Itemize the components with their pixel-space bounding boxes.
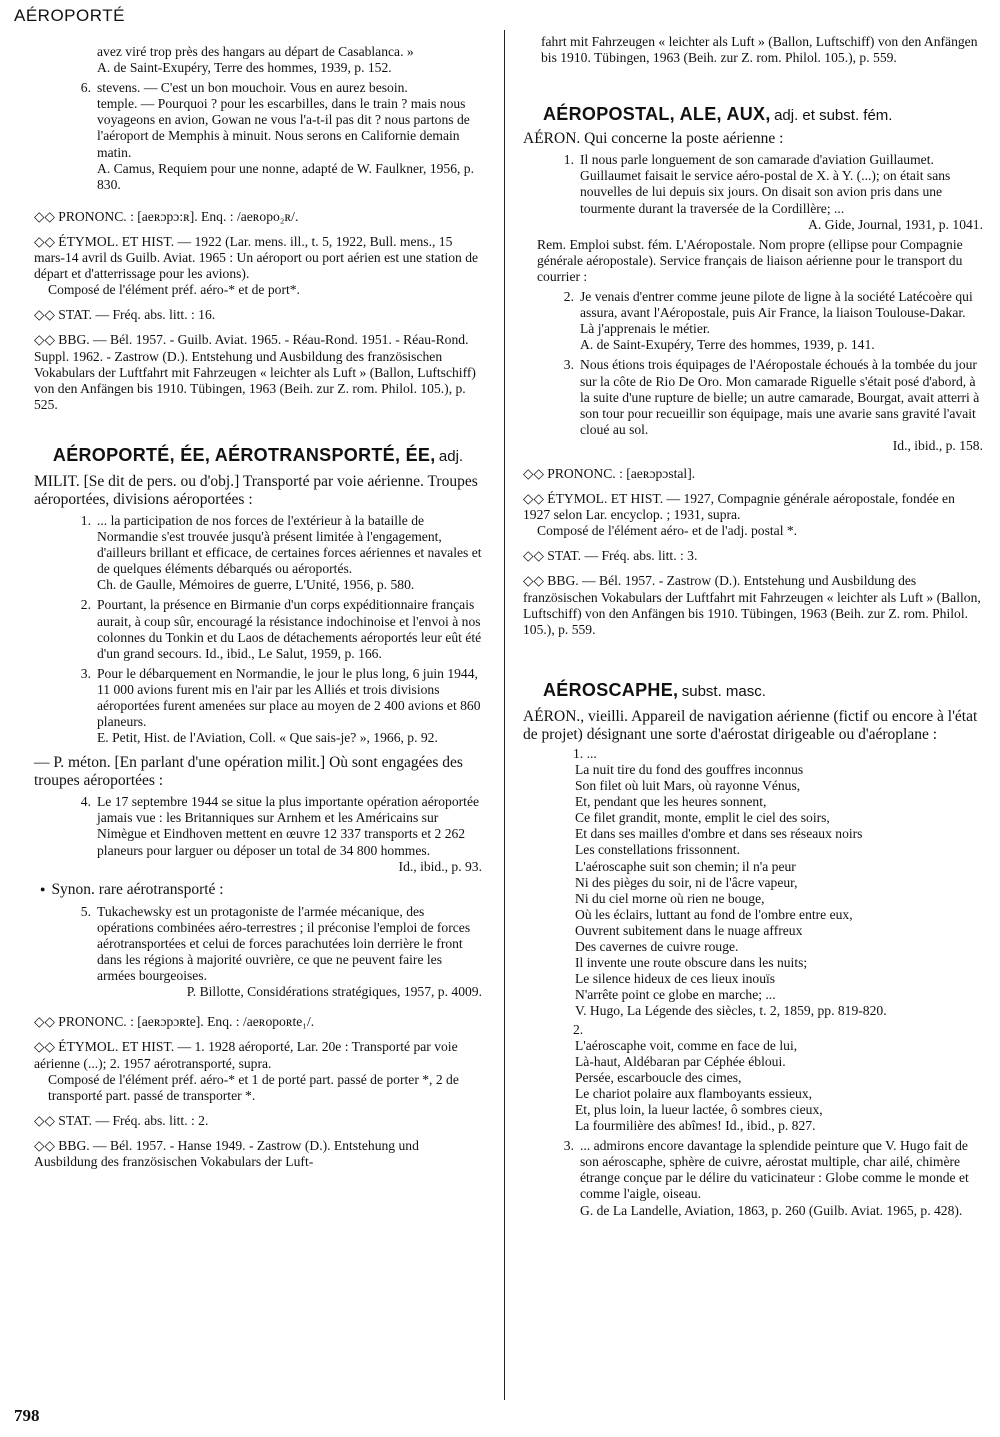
headword: AÉROSCAPHE, (543, 679, 679, 700)
example-number: 4. (80, 794, 91, 810)
poem-line: Et, pendant que les heures sonnent, (575, 794, 767, 810)
example (72, 666, 482, 746)
poem-line: Ni des pièges du soir, ni de l'âcre vapeur, (575, 874, 798, 890)
poem-line: La nuit tire du fond des gouffres inconnus (575, 762, 804, 777)
poem-line: Les constellations frissonnent. (575, 842, 740, 858)
etymology-note: Composé de l'élément préf. aéro-* et de port*. (48, 282, 300, 298)
example (72, 794, 482, 874)
example-text: Je venais d'entrer comme jeune pilote de ligne à la société Latécoère qui assura, avant l'Aéropostale, puis Air France, la liaison Toulouse-Dakar. Là j'apprenais le métier. (580, 289, 973, 337)
left-column (34, 44, 482, 1170)
example-source: Ch. de Gaulle, Mémoires de guerre, L'Unité, 1956, p. 580. (97, 577, 415, 593)
poem-line: Ni du ciel morne où rien ne bouge, (575, 890, 765, 906)
poem-line: Où les éclairs, luttant au fond de l'ombre entre eux, (575, 906, 853, 922)
poem-line: Là-haut, Aldébaran par Céphée ébloui. (575, 1053, 786, 1069)
example-number: 6. (80, 80, 91, 96)
example-number: 3. (563, 357, 574, 373)
example-number: 3. (80, 665, 91, 681)
remark: Rem. Emploi subst. fém. L'Aéropostale. Nom propre (ellipse pour Compagnie générale aéropostale). Service français de liaison aérienne pour le transport du courrier : (537, 236, 963, 284)
bibliography: ◇◇ BBG. — Bél. 1957. - Zastrow (D.). Entstehung und Ausbildung des französischen Vokabulars der Luftfahrt mit Fahrzeugen « leichter als Luft » (Ballon, Luftschiff) von den Anfängen bis 1910. Tübingen, 1963 (Beih. zur Z. rom. Philol. 105.), p. 559. (523, 573, 981, 637)
example (555, 289, 983, 353)
poem-line: Persée, escarboucle des cimes, (575, 1069, 742, 1085)
part-of-speech: adj. (438, 447, 464, 465)
poem-line: Il invente une route obscure dans les nuits; (575, 955, 808, 971)
example-number: 5. (80, 903, 91, 919)
example-number: 1. ... (573, 745, 597, 761)
example-source: P. Billotte, Considérations stratégiques, 1957, p. 4009. (186, 984, 482, 1000)
example-text: stevens. — C'est un bon mouchoir. Vous en aurez besoin. (97, 80, 408, 96)
example-source: A. Camus, Requiem pour une nonne, adapté de W. Faulkner, 1956, p. 830. (97, 160, 474, 192)
example-number: 2. (80, 597, 91, 613)
bibliography: ◇◇ BBG. — Bél. 1957. - Guilb. Aviat. 1965. - Réau-Rond. 1951. - Réau-Rond. Suppl. 1962. - Zastrow (D.). Entstehung und Ausbildung des französischen Vokabulars der Luftfahrt mit Fahrzeugen « leichter als Luft » (Ballon, Luftschiff) von den Anfängen bis 1910. Tübingen, 1963 (Beih. zur Z. rom. Philol. 105.), p. 525. (34, 332, 476, 412)
poem-line: L'aéroscaphe suit son chemin; il n'a peur (575, 858, 796, 874)
example (72, 597, 482, 661)
example-number: 1. (563, 152, 574, 168)
example (72, 513, 482, 593)
example-text: ... admirons encore davantage la splendide peinture que V. Hugo fait de son aéroscaphe, sphère de cuivre, aérostat multiple, char ailé, chimère étrange conçue par le délire du vaticinateur : Globe comme le monde et comme l'aigle, oiseau. (580, 1138, 969, 1202)
poem-line: Ouvrent subitement dans le nuage affreux (575, 922, 803, 938)
entry-headword (34, 444, 482, 465)
example-source: A. de Saint-Exupéry, Terre des hommes, 1939, p. 141. (580, 337, 875, 353)
poem-quote (575, 1038, 983, 1135)
right-column (523, 34, 983, 1219)
poem-line: Le silence hideux de ces lieux inouïs (575, 971, 776, 987)
part-of-speech: subst. masc. (681, 682, 766, 700)
example-source: G. de La Landelle, Aviation, 1863, p. 260 (Guilb. Aviat. 1965, p. 428). (580, 1202, 963, 1218)
statistics: ◇◇ STAT. — Fréq. abs. litt. : 2. (34, 1112, 209, 1128)
headword: AÉROPORTÉ, ÉE, AÉROTRANSPORTÉ, ÉE, (52, 444, 436, 465)
statistics: ◇◇ STAT. — Fréq. abs. litt. : 16. (34, 307, 216, 323)
example-source: Id., ibid., p. 158. (892, 437, 983, 453)
entry-headword (543, 679, 983, 700)
entry-headword (543, 106, 983, 124)
running-head: AÉROPORTÉ (14, 6, 125, 25)
synonym-note: ● Synon. rare aérotransporté : (40, 881, 482, 900)
poem-line: Son filet où luit Mars, où rayonne Vénus, (575, 778, 801, 794)
poem-line: La fourmilière des abîmes! Id., ibid., p. 827. (575, 1118, 816, 1134)
example (72, 904, 482, 1001)
example-text: temple. — Pourquoi ? pour les escarbilles, dans le train ? mais nous voyageons en avion, Gowan ne vous l'a-t-il pas dit ? nous partons de l'aéroport de Memphis à minuit. Nous serons en Californie demain matin. (97, 96, 470, 160)
bibliography: ◇◇ BBG. — Bél. 1957. - Hanse 1949. - Zastrow (D.). Entstehung und Ausbildung des französischen Vokabulars der Luft- (34, 1137, 419, 1169)
poem-line: Et dans ses mailles d'ombre et dans ses réseaux noirs (575, 826, 863, 842)
part-of-speech: adj. et subst. fém. (774, 107, 893, 125)
example-text: Pour le débarquement en Normandie, le jour le plus long, 6 juin 1944, 11 000 avions furent mis en l'air par les Alliés et trois divisions aéroportées furent amenées sur place au moyen de 2 400 avions et 860 planeurs. (97, 665, 481, 730)
statistics: ◇◇ STAT. — Fréq. abs. litt. : 3. (523, 548, 698, 564)
example-text: Pourtant, la présence en Birmanie d'un corps expéditionnaire français aurait, à coup sûr, encouragé la résistance indochinoise et l'envoi à nos colonnes du Tonkin et du Laos de détachements aéroportés leur eût été d'un grand secours. Id., ibid., Le Salut, 1959, p. 166. (97, 597, 482, 661)
example-source: Id., ibid., p. 93. (398, 858, 482, 874)
headword: AÉROPOSTAL, ALE, AUX, (543, 104, 771, 125)
example-text: Le 17 septembre 1944 se situe la plus importante opération aéroportée jamais vue : les Britanniques sur Arnhem et les Américains sur Nimègue et Eindhoven mettent en œuvre 12 337 transports et 2 262 planeurs pour larguer ou déposer un total de 34 800 hommes. (97, 794, 480, 858)
column-divider (504, 30, 505, 1400)
definition: MILIT. [Se dit de pers. ou d'obj.] Transporté par voie aérienne. Troupes aéroportées, divisions aéroportées : (34, 472, 478, 508)
continued-quote: avez viré trop près des hangars au départ de Casablanca. » (97, 44, 414, 59)
example-source: A. Gide, Journal, 1931, p. 1041. (808, 216, 983, 232)
poem-line: Le chariot polaire aux flamboyants essieux, (575, 1085, 813, 1101)
etymology: ◇◇ ÉTYMOL. ET HIST. — 1927, Compagnie générale aéropostale, fondée en 1927 selon Lar. encyclop. ; 1931, supra. (523, 491, 955, 523)
example-number: 2. (563, 289, 574, 305)
example-text: Tukachewsky est un protagoniste de l'armée mécanique, des opérations combinées aéro-terrestres ; il préconise l'emploi de forces aérotransportées et celui de forces parachutées loin derrière le front dans les régions à majorité ouvrière, ce que ne peuvent faire les armées bourgeoises. (97, 903, 471, 984)
example-text: Il nous parle longuement de son camarade d'aviation Guillaumet. Guillaumet faisait le service aéro-postal de X. à Y. (...); on était sans nouvelles de lui depuis six jours. On disait son avion pris dans une tourmente durant la traversée de la Cordillère; ... (580, 152, 951, 216)
continued-bibliography: fahrt mit Fahrzeugen « leichter als Luft » (Ballon, Luftschiff) von den Anfängen bis 1910. Tübingen, 1963 (Beih. zur Z. rom. Philol. 105.), p. 559. (541, 34, 978, 66)
sense-metonymy: — P. méton. [En parlant d'une opération milit.] Où sont engagées des troupes aéroportées : (34, 754, 463, 790)
poem-line: Des cavernes de cuivre rouge. (575, 939, 739, 955)
example (555, 1138, 983, 1218)
example-source: E. Petit, Hist. de l'Aviation, Coll. « Que sais-je? », 1966, p. 92. (97, 730, 438, 746)
poem-line: Et, plus loin, la lueur lactée, ô sombres cieux, (575, 1101, 823, 1117)
example-text: ... la participation de nos forces de l'extérieur à la bataille de Normandie s'est trouvée jusqu'à présent limitée à l'engagement, d'ailleurs brillant et efficace, de certaines forces aériennes et navales et de quelques éléments débarqués ou aéroportés. (97, 512, 482, 577)
pronunciation: ◇◇ PRONONC. : [aeʀɔpɔstal]. (523, 465, 696, 481)
poem-line: V. Hugo, La Légende des siècles, t. 2, 1859, pp. 819-820. (575, 1003, 887, 1019)
example-number: 3. (563, 1138, 574, 1154)
page-number: 798 (14, 1406, 40, 1425)
poem-quote (575, 762, 983, 1020)
example (72, 80, 482, 193)
poem-line: Ce filet grandit, monte, emplit le ciel des soirs, (575, 810, 830, 826)
etymology-note: Composé de l'élément aéro- et de l'adj. postal *. (537, 523, 798, 539)
definition: AÉRON. Qui concerne la poste aérienne : (523, 130, 784, 148)
example-text: Nous étions trois équipages de l'Aéropostale échoués à la tombée du jour sur la côte de Rio De Oro. Mon camarade Riguelle s'était posé d'abord, à la suite d'une rupture de bielle; un autre camarade, Bourgat, avait atterri à son tour pour recueillir son équipage, mais une avarie sans gravité l'avait cloué au sol. (580, 357, 980, 437)
poem-line: N'arrête point ce globe en marche; ... (575, 987, 776, 1003)
pronunciation: ◇◇ PRONONC. : [aeʀɔpɔ:ʀ]. Enq. : /aeʀopo₂ʀ/. (34, 208, 299, 224)
pronunciation: ◇◇ PRONONC. : [aeʀɔpɔʀte]. Enq. : /aeʀopoʀte₁/. (34, 1014, 315, 1030)
etymology-note: Composé de l'élément préf. aéro-* et 1 de porté part. passé de porter *, 2 de transporté part. passé de transporter *. (48, 1071, 459, 1103)
etymology: ◇◇ ÉTYMOL. ET HIST. — 1. 1928 aéroporté, Lar. 20e : Transporté par voie aérienne (...); 2. 1957 aérotransporté, supra. (34, 1039, 458, 1071)
example-number: 2. (573, 1021, 584, 1037)
example (555, 357, 983, 454)
quote-source: A. de Saint-Exupéry, Terre des hommes, 1939, p. 152. (97, 60, 392, 76)
etymology: ◇◇ ÉTYMOL. ET HIST. — 1922 (Lar. mens. ill., t. 5, 1922, Bull. mens., 15 mars-14 avril ds Guilb. Aviat. 1965 : Un aéroport ou port aérien est une station de départ et d'atterrissage pour les avions). (34, 233, 479, 282)
definition: AÉRON., vieilli. Appareil de navigation aérienne (fictif ou encore à l'état de projet) désignant une sorte d'aérostat dirigeable ou d'aéroplane : (523, 707, 978, 743)
poem-line: L'aéroscaphe voit, comme en face de lui, (575, 1037, 798, 1053)
example (555, 152, 983, 232)
example-number: 1. (80, 512, 91, 528)
